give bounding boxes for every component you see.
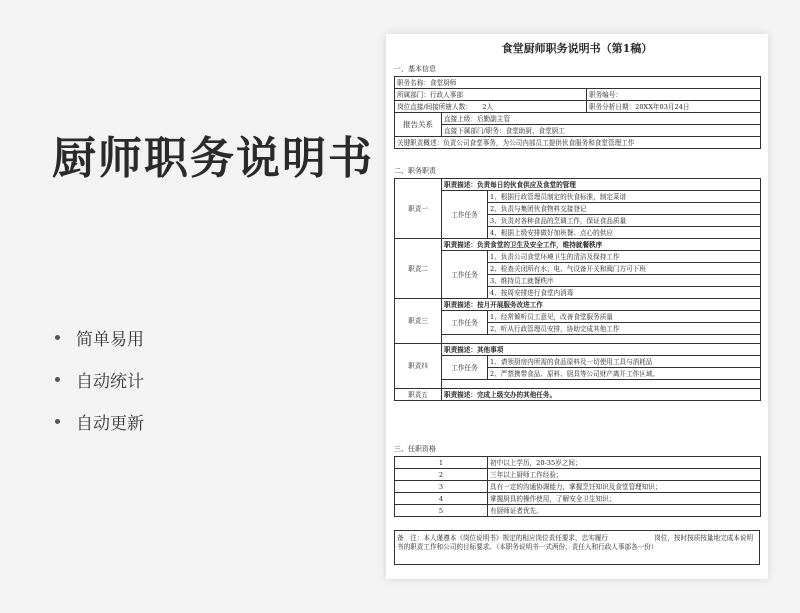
duty-name: 职责一 (395, 179, 442, 239)
superior-cell: 直接上级：后勤副主管 (442, 113, 761, 125)
section-heading-qualifications: 三、任职资格 (394, 445, 436, 453)
feature-item (55, 400, 144, 442)
table-row (395, 457, 761, 469)
spacer-cell (442, 380, 761, 389)
duty-name: 职责四 (395, 344, 442, 389)
feature-item (55, 316, 144, 358)
reports-count: 2人 (482, 102, 494, 111)
relation-label-cell: 报告关系 (395, 113, 442, 137)
task-label: 工作任务 (442, 311, 488, 335)
duty-task: 2、负责与集团伙食物料交接登记 (488, 203, 761, 215)
document-title: 食堂厨师职务说明书（第1稿） (501, 42, 653, 55)
duty-task: 1、负责公司食堂环境卫生的清洁及保持工作 (488, 251, 761, 263)
bullet-icon (55, 419, 60, 424)
duty-desc: 职责描述：其他事项 (442, 344, 761, 356)
duty-task: 2、听从行政管理员安排，协助完成其他工作 (488, 323, 761, 335)
qual-no: 4 (395, 493, 488, 505)
document-preview (386, 34, 768, 579)
duty-task: 3、维持员工就餐秩序 (488, 275, 761, 287)
qual-no: 1 (395, 457, 488, 469)
table-row (395, 493, 761, 505)
duty-desc: 职责描述：按月开展服务改进工作 (442, 299, 761, 311)
table-row (395, 481, 761, 493)
task-label: 工作任务 (442, 356, 488, 380)
table-row (395, 469, 761, 481)
feature-label: 简单易用 (76, 329, 144, 350)
duty-task: 2、严禁携带食品、原料、厨具等公司财产离开工作区域。 (488, 368, 761, 380)
qual-text: 初中以上学历，20-35岁之间； (488, 457, 761, 469)
dept-cell: 所属部门：行政人事部 (395, 89, 587, 101)
duty-desc: 职责描述：负责食堂的卫生及安全工作，维持就餐秩序 (442, 239, 761, 251)
qual-text: 掌握厨具的操作使用，了解安全卫生知识； (488, 493, 761, 505)
qual-text: 有厨师证者优先。 (488, 505, 761, 517)
task-label: 工作任务 (442, 251, 488, 299)
duties-table (394, 178, 761, 401)
reports-cell (395, 101, 587, 113)
duty-task: 4、按周安排进行食堂内消毒 (488, 287, 761, 299)
duty-task: 4、根据上级安排做好加班餐、点心的供应 (488, 227, 761, 239)
duty-task: 2、检查关闭所有水、电、气设备开关和阀门方可下班 (488, 263, 761, 275)
feature-label: 自动统计 (76, 371, 144, 392)
duty-desc: 职责描述：完成上级交办的其他任务。 (442, 389, 761, 401)
job-name-cell: 职务名称：食堂厨师 (395, 77, 761, 89)
summary-cell: 关键职责概述：负责公司食堂事务，为公司内部员工提供伙食服务和食堂管理工作 (395, 137, 761, 149)
qual-text: 三年以上厨师工作经验； (488, 469, 761, 481)
duty-name: 职责三 (395, 299, 442, 344)
duty-task: 1、请领厨房内所需的食品原料及一切使用工具与消耗品 (488, 356, 761, 368)
section-heading-basic: 一、基本信息 (394, 65, 436, 73)
promo-title: 厨师职务说明书 (52, 133, 374, 184)
duty-name: 职责五 (395, 389, 442, 401)
spacer-cell (442, 335, 761, 344)
duty-name: 职责二 (395, 239, 442, 299)
bullet-icon (55, 377, 60, 382)
qual-no: 2 (395, 469, 488, 481)
reports-label: 岗位直接/间接所辖人数： (397, 102, 472, 111)
subordinate-cell: 直接下属部门/职务：食堂助厨、食堂厨工 (442, 125, 761, 137)
feature-label: 自动更新 (76, 413, 144, 434)
table-row (395, 505, 761, 517)
note-table (394, 530, 760, 565)
duty-desc: 职责描述：负责每日的伙食供应及食堂的管理 (442, 179, 761, 191)
basic-info-table (394, 76, 761, 149)
task-label: 工作任务 (442, 191, 488, 239)
date-cell: 职务分析日期：20XX年03月24日 (587, 101, 761, 113)
feature-list (55, 316, 144, 442)
feature-item (55, 358, 144, 400)
bullet-icon (55, 335, 60, 340)
job-no-cell: 职务编号： (587, 89, 761, 101)
duty-task: 1、经常倾听员工意见，改善食堂服务质量 (488, 311, 761, 323)
duty-task: 1、根据行政管理员制定的伙食标准，制定菜谱 (488, 191, 761, 203)
qual-no: 5 (395, 505, 488, 517)
note-cell: 备 注：本人谨遵本《岗位说明书》规定的相应岗位责任要求，忠实履行 岗位，按时按质按量地完成本说明书的职责工作和公司的目标要求。（本职务说明书一式两份，责任人和行政人事部各一份） (395, 531, 760, 565)
qual-no: 3 (395, 481, 488, 493)
qual-text: 具有一定的沟通协调能力，掌握烹饪知识及食堂管理知识； (488, 481, 761, 493)
section-heading-duties: 二、职务职责 (394, 167, 436, 175)
duty-task: 3、负责对各种食品的烹调工作，保证食品质量 (488, 215, 761, 227)
qualifications-table (394, 456, 761, 517)
